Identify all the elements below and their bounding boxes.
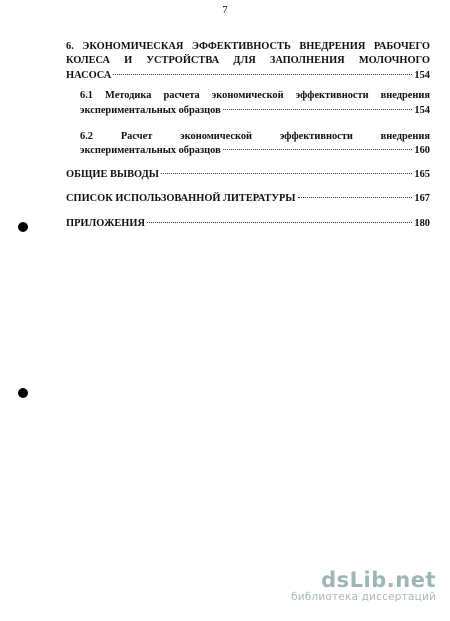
dot-leader bbox=[223, 109, 413, 110]
dot-leader bbox=[298, 197, 413, 198]
toc-entry-summary[interactable] bbox=[66, 168, 430, 182]
toc-entry-section-6-2-line1: 6.2 Расчет экономической эффективности внедрения bbox=[80, 131, 430, 143]
toc-entry-references-page: 167 bbox=[414, 193, 430, 205]
dot-leader bbox=[223, 149, 413, 150]
page-number: 7 bbox=[222, 4, 228, 16]
toc-entry-section-6-2[interactable] bbox=[66, 130, 430, 159]
binder-hole-bottom bbox=[18, 388, 28, 398]
toc-entry-chapter-6[interactable] bbox=[66, 40, 430, 83]
toc-entry-section-6-1-line2: экспериментальных образцов bbox=[80, 104, 221, 116]
toc-entry-section-6-1-line1: 6.1 Методика расчета экономической эффективности внедрения bbox=[80, 90, 430, 102]
toc-entry-summary-page: 165 bbox=[414, 168, 430, 180]
toc-entry-chapter-6-line1: 6. ЭКОНОМИЧЕСКАЯ ЭФФЕКТИВНОСТЬ ВНЕДРЕНИЯ РАБОЧЕГО bbox=[66, 41, 430, 52]
toc-entry-summary-title: ОБЩИЕ ВЫВОДЫ bbox=[66, 168, 159, 180]
dot-leader bbox=[113, 74, 412, 75]
toc-entry-section-6-2-page: 160 bbox=[414, 145, 430, 157]
toc-entry-appendix-title: ПРИЛОЖЕНИЯ bbox=[66, 217, 145, 229]
table-of-contents bbox=[66, 40, 430, 231]
toc-entry-section-6-1-page: 154 bbox=[414, 104, 430, 116]
toc-entry-section-6-1[interactable] bbox=[66, 89, 430, 118]
toc-entry-section-6-2-line2: экспериментальных образцов bbox=[80, 145, 221, 157]
toc-entry-chapter-6-line3: НАСОСА bbox=[66, 69, 112, 81]
toc-entry-appendix[interactable] bbox=[66, 217, 430, 231]
toc-entry-references[interactable] bbox=[66, 192, 430, 206]
toc-entry-chapter-6-line2: КОЛЕСА И УСТРОЙСТВА ДЛЯ ЗАПОЛНЕНИЯ МОЛОЧНОГО bbox=[66, 55, 430, 67]
binder-hole-top bbox=[18, 222, 28, 232]
toc-entry-appendix-page: 180 bbox=[414, 217, 430, 229]
toc-entry-chapter-6-page: 154 bbox=[414, 69, 430, 81]
dot-leader bbox=[161, 173, 412, 174]
watermark-tagline: библиотека диссертаций bbox=[291, 591, 436, 603]
dot-leader bbox=[147, 222, 412, 223]
watermark-logo: dsLib.net bbox=[321, 568, 436, 592]
toc-entry-references-title: СПИСОК ИСПОЛЬЗОВАННОЙ ЛИТЕРАТУРЫ bbox=[66, 193, 296, 205]
watermark bbox=[291, 569, 436, 603]
